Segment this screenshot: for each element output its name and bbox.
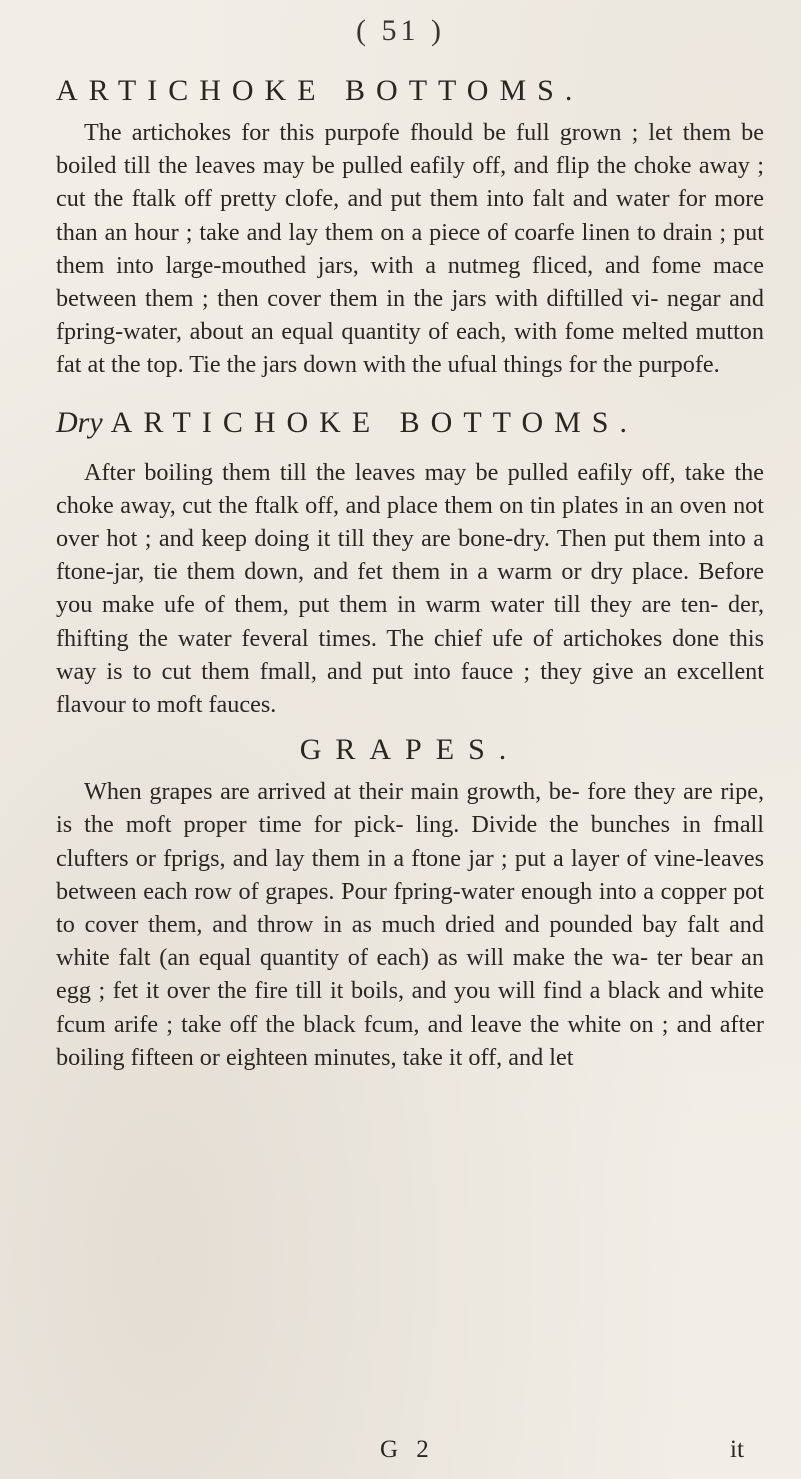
catchword: it — [730, 1436, 744, 1463]
heading-dry-artichoke-bottoms — [56, 404, 764, 442]
signature-mark: G 2 — [380, 1436, 435, 1463]
page-footer — [0, 1436, 801, 1470]
page-number: ( 51 ) — [356, 14, 445, 47]
paragraph-artichoke-bottoms: The artichokes for this purpofe fhould be full grown ; let them be boiled till the leaves may be pulled eafily off, and flip the choke away ; cut the ftalk off pretty clofe, and put them into falt and water for more than an hour ; take and lay them on a piece of coarfe linen to drain ; put them into large-mouthed jars, with a nutmeg fliced, and fome mace between them ; then cover them in the jars with diftilled vi- negar and fpring-water, about an equal quantity of each, with fome melted mutton fat at the top. Tie the jars down with the ufual things for the purpofe. — [56, 119, 764, 379]
heading-prefix-dry: Dry — [56, 405, 103, 439]
paragraph-dry-artichoke-bottoms: After boiling them till the leaves may be pulled eafily off, take the choke away, cut the ftalk off, and place them on tin plates in an oven not over hot ; and keep doing it till they are bone-dry. Then put them into a ftone-jar, tie them down, and fet them in a warm or dry place. Before you make ufe of them, put them in warm water till they are ten- der, fhifting the water feveral times. The chief ufe of artichokes done this way is to cut them fmall, and put into fauce ; they give an excellent flavour to moft fauces. — [56, 458, 764, 719]
heading-grapes: GRAPES. — [299, 733, 521, 767]
text-block — [56, 68, 764, 1074]
heading-artichoke-bottoms: ARTICHOKE BOTTOMS. — [56, 74, 584, 107]
heading-dry-artichoke-bottoms-title: ARTICHOKE BOTTOMS. — [110, 405, 638, 439]
paragraph-grapes: When grapes are arrived at their main growth, be- fore they are ripe, is the moft proper time for pick- ling. Divide the bunches in fmall clufters or fprigs, and lay them in a ftone jar ; put a layer of vine-leaves between each row of grapes. Pour fpring-water enough into a copper pot to cover them, and throw in as much dried and pounded bay falt and white falt (an equal quantity of each) as will make the wa- ter bear an egg ; fet it over the fire till it boils, and you will find a black and white fcum arife ; take off the black fcum, and leave the white on ; and after boiling fifteen or eighteen minutes, take it off, and let — [56, 778, 764, 1071]
